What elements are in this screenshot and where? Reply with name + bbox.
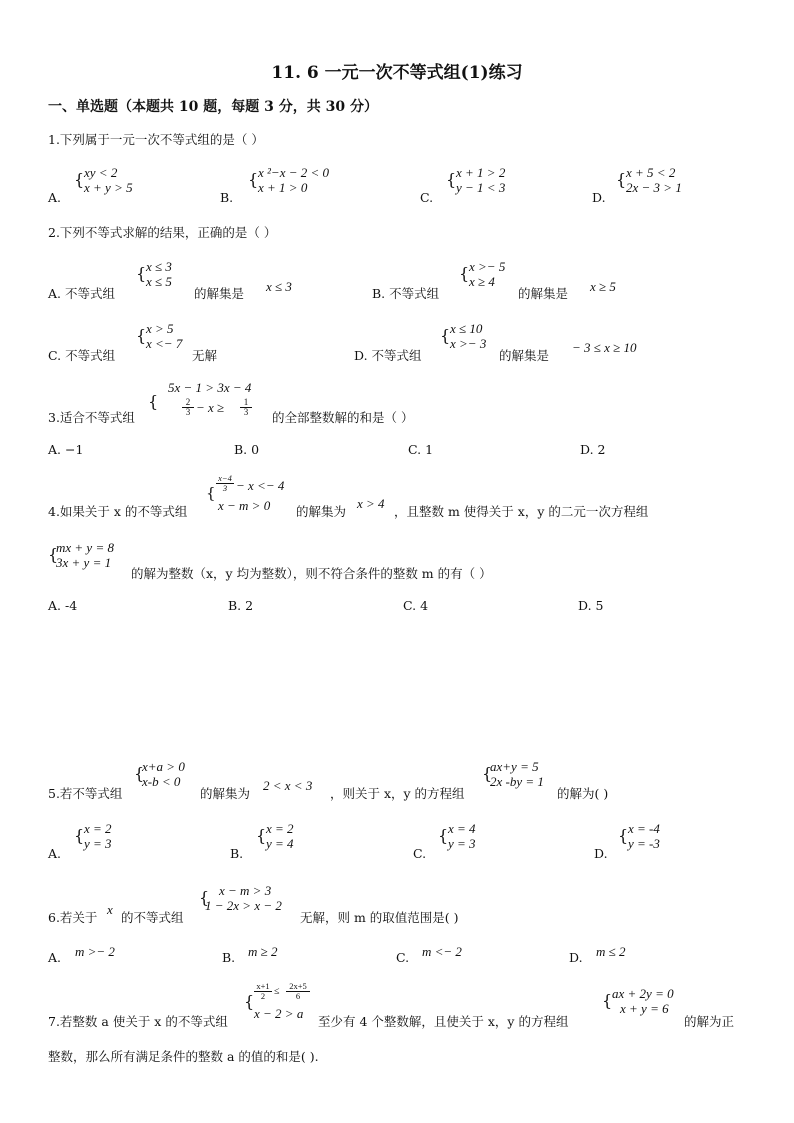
q2-option-a-result: x ≤ 3 — [266, 279, 292, 294]
q7-stem-post: 的解为正 — [684, 1014, 735, 1029]
q4-stem-mid: 的解集为 — [296, 504, 347, 519]
q2-option-a-mid: 的解集是 — [194, 286, 245, 301]
question-7-stem-prefix: 7.若整数 a 使关于 x 的不等式组 — [48, 1014, 228, 1029]
q2-option-b-result: x ≥ 5 — [590, 279, 616, 294]
q1-option-c-label: C. — [420, 190, 434, 205]
q1-option-a-label: A. — [48, 190, 62, 205]
question-3-stem-suffix: 的全部整数解的和是（ ） — [272, 410, 414, 425]
q4-option-b: B. 2 — [228, 598, 254, 613]
q3-option-c: C. 1 — [408, 442, 434, 457]
q1-option-b-label: B. — [220, 190, 234, 205]
q6-variable: x — [107, 902, 113, 917]
q1-option-d-label: D. — [592, 190, 606, 205]
q6-option-b-label: B. — [222, 950, 236, 965]
brace-icon: { — [602, 991, 613, 1010]
q2-option-c-prefix: C. 不等式组 — [48, 348, 116, 363]
q3-option-d: D. 2 — [580, 442, 606, 457]
brace-icon: { — [244, 992, 255, 1011]
q3-option-a: A. −1 — [48, 442, 84, 457]
q4-option-c: C. 4 — [403, 598, 429, 613]
q5-stem-post-2: 的解为( ) — [557, 786, 609, 801]
q4-inequality-2: x − m > 0 — [218, 498, 271, 513]
q6-option-a-label: A. — [48, 950, 62, 965]
brace-icon: { — [74, 170, 85, 189]
q4-fraction: x−4 3 — [216, 474, 234, 493]
q6-stem-mid: 的不等式组 — [121, 910, 184, 925]
brace-icon: { — [148, 392, 159, 411]
q2-option-d-mid: 的解集是 — [499, 348, 550, 363]
q3-fraction-1: 2 3 — [182, 398, 194, 417]
q5-solution-set: 2 < x < 3 — [263, 778, 313, 793]
q4-stem-post-2: 的解为整数（x，y 均为整数），则不符合条件的整数 m 的有（ ） — [131, 566, 492, 581]
q4-stem-post: ，且整数 m 使得关于 x，y 的二元一次方程组 — [394, 504, 649, 519]
brace-icon: { — [136, 326, 147, 345]
q2-option-b-prefix: B. 不等式组 — [372, 286, 440, 301]
brace-icon: { — [616, 170, 627, 189]
q5-stem-post: ，则关于 x，y 的方程组 — [330, 786, 465, 801]
page-title: 11. 6 一元一次不等式组(1)练习 — [271, 63, 523, 83]
brace-icon: { — [438, 826, 449, 845]
question-1-stem: 1.下列属于一元一次不等式组的是（ ） — [48, 132, 264, 147]
q7-le-sign: ≤ — [274, 986, 280, 997]
q6-option-d-label: D. — [569, 950, 583, 965]
q6-option-a: m >− 2 — [75, 944, 115, 959]
q2-option-a-prefix: A. 不等式组 — [48, 286, 115, 301]
q5-option-a-label: A. — [48, 846, 62, 861]
q4-option-d: D. 5 — [578, 598, 604, 613]
q6-option-c: m <− 2 — [422, 944, 462, 959]
brace-icon: { — [199, 888, 210, 907]
q7-stem-line-2: 整数，那么所有满足条件的整数 a 的值的和是( ). — [48, 1049, 319, 1064]
brace-icon: { — [48, 545, 59, 564]
question-6-stem-prefix: 6.若关于 — [48, 910, 98, 925]
question-4-stem-prefix: 4.如果关于 x 的不等式组 — [48, 504, 188, 519]
q2-option-d-prefix: D. 不等式组 — [354, 348, 422, 363]
q2-option-c-mid: 无解 — [192, 348, 218, 363]
q3-option-b: B. 0 — [234, 442, 260, 457]
q5-stem-mid: 的解集为 — [200, 786, 251, 801]
brace-icon: { — [248, 170, 259, 189]
q4-option-a: A. -4 — [48, 598, 78, 613]
question-5-stem-prefix: 5.若不等式组 — [48, 786, 123, 801]
q4-inequality-1-rest: − x <− 4 — [236, 478, 285, 493]
brace-icon: { — [134, 764, 145, 783]
q5-option-b-label: B. — [230, 846, 244, 861]
q3-inequality-1: 5x − 1 > 3x − 4 — [168, 380, 252, 395]
q6-option-d: m ≤ 2 — [596, 944, 626, 959]
q6-option-c-label: C. — [396, 950, 410, 965]
q2-option-b-mid: 的解集是 — [518, 286, 569, 301]
section-heading: 一、单选题（本题共 10 题，每题 3 分，共 30 分） — [48, 99, 378, 115]
q7-fraction-1: x+1 2 — [254, 982, 272, 1001]
brace-icon: { — [482, 764, 493, 783]
question-2-stem: 2.下列不等式求解的结果，正确的是（ ） — [48, 225, 277, 240]
q6-stem-post: 无解，则 m 的取值范围是( ) — [300, 910, 459, 925]
brace-icon: { — [459, 264, 470, 283]
brace-icon: { — [440, 326, 451, 345]
q7-stem-mid: 至少有 4 个整数解，且使关于 x，y 的方程组 — [318, 1014, 569, 1029]
q7-fraction-2: 2x+5 6 — [286, 982, 310, 1001]
brace-icon: { — [206, 484, 216, 502]
brace-icon: { — [136, 264, 147, 283]
q3-fraction-2: 1 3 — [240, 398, 252, 417]
q2-option-d-result: − 3 ≤ x ≥ 10 — [572, 340, 637, 355]
q4-solution-set: x > 4 — [357, 496, 385, 511]
brace-icon: { — [618, 826, 629, 845]
brace-icon: { — [446, 170, 457, 189]
brace-icon: { — [74, 826, 85, 845]
q3-inequality-2-mid: − x ≥ — [196, 400, 225, 415]
q5-option-d-label: D. — [594, 846, 608, 861]
q6-option-b: m ≥ 2 — [248, 944, 278, 959]
question-3-stem-prefix: 3.适合不等式组 — [48, 410, 135, 425]
q7-inequality-2: x − 2 > a — [254, 1006, 304, 1021]
brace-icon: { — [256, 826, 267, 845]
q5-option-c-label: C. — [413, 846, 427, 861]
